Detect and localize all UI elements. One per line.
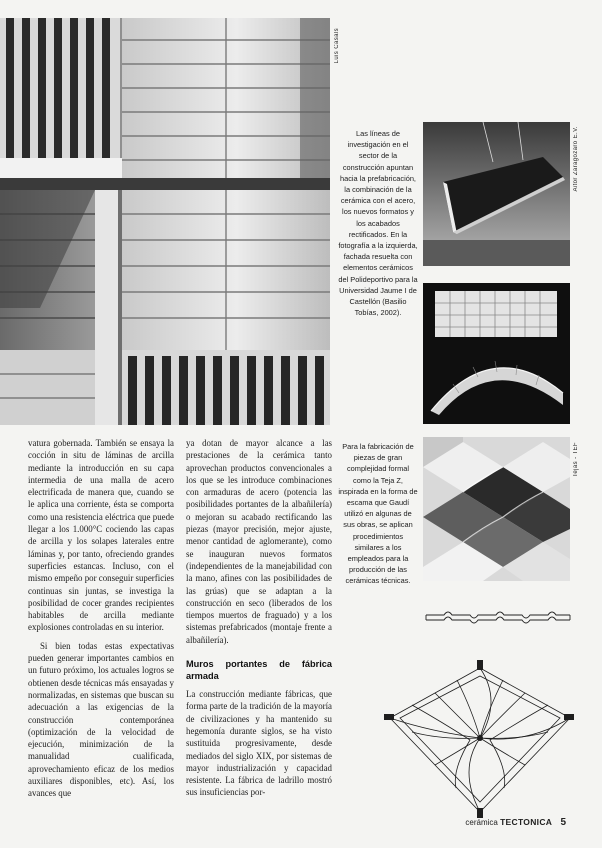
paragraph-3: ya dotan de mayor alcance a las prestaciones de la cerámica tanto aprovechan productos convencionales a los que se les introduce combinaciones con armaduras de acero (potencia las posibilidades portantes de la albañilería) o mejoran su acabado rectificando las piezas (mayor precisión, mejor ajuste, menor cantidad de aglomerante), como se inauguran nuevos formatos (independientes de la manejabilidad con la mano, afines con las posibilidades de las grúas) que se adaptan a la construcción en seco (liberados de los tiempos muertos de fraguado) y a los sistemas prefabricados (montaje frente a albañilería).: [186, 438, 332, 645]
arch-vault-photo: [423, 283, 570, 424]
paragraph-4: La construcción mediante fábricas, que forma parte de la tradición de la mayoría de civilizaciones y ha mantenido su hegemonía durante siglos, se ha visto sustituida progresivamente, desde mediados del siglo XIX, por sistemas de mayor industrialización y capacidad resistente. La fábrica de ladrillo mostró sus insuficiencias por-: [186, 689, 332, 798]
suspended-panel-photo: [423, 122, 570, 266]
section-title: Muros portantes de fábrica armada: [186, 659, 332, 682]
z-tile-photo: [423, 437, 570, 581]
page-number: 5: [560, 817, 566, 828]
body-column-1: [28, 437, 174, 806]
photo-credit-top-left: Luis Casals: [334, 28, 340, 64]
caption-middle: Para la fabricación de piezas de gran complejidad formal como la Teja Z, inspirada en la forma de escama que Gaudí utilizó en algunas de sus obras, se aplican procedimientos similares a los empleados para la producción de las cerámicas técnicas.: [338, 442, 418, 586]
axonometric-tile-drawing: [382, 660, 578, 820]
body-column-2: [186, 437, 332, 805]
page-footer: [465, 817, 566, 828]
caption-top: Las líneas de investigación en el sector de la construcción apuntan hacia la prefabricación, la combinación de la cerámica con el acero, los nuevos formatos y los acabados rectificados. En la fotografía a la izquierda, fachada resuelta con elementos cerámicos del Polideportivo para la Universidad Jaume I de Castellón (Basilio Tobías, 2002).: [338, 129, 418, 318]
facade-photo: [0, 18, 330, 425]
paragraph-1: vatura gobernada. También se ensaya la cocción in situ de láminas de arcilla mediante la introducción en su capa intermedia de una malla de acero electrificada de manera que, cuando se le aplica una corriente, ésta se comporta como una resistencia eléctrica que puede llegar a los 1.000°C cociendo las capas de arcilla y los solapes laterales entre láminas y, por tanto, ofreciendo grandes superficies estancas. Incluso, con el mismo empeño por conseguir superficies continuas sin juntas, se investiga la posibilidad de cocer grandes recipientes habitables de arcilla mediante explosiones controladas en su interior.: [28, 438, 174, 633]
photo-credit-top-right: Aitor Zaragozaro E.V.: [573, 126, 579, 192]
paragraph-2: Si bien todas estas expectativas pueden generar importantes cambios en un futuro próximo, los actuales logros se obtienen desde técnicas más ensayadas y normalizadas, en sistemas que buscan su adecuación a las exigencias de la construcción contemporánea (optimización de la velocidad de ejecución, minimización de la manualidad cualificada, aprovechamiento eficaz de los medios auxiliares disponibles, etc). Así, los avances que: [28, 640, 174, 799]
tile-profile-drawing: [424, 607, 572, 631]
footer-brand: cerámica: [465, 818, 498, 827]
photo-credit-middle-right: Tejas - TEF: [573, 442, 579, 477]
footer-magazine: TECTONICA: [500, 817, 553, 827]
